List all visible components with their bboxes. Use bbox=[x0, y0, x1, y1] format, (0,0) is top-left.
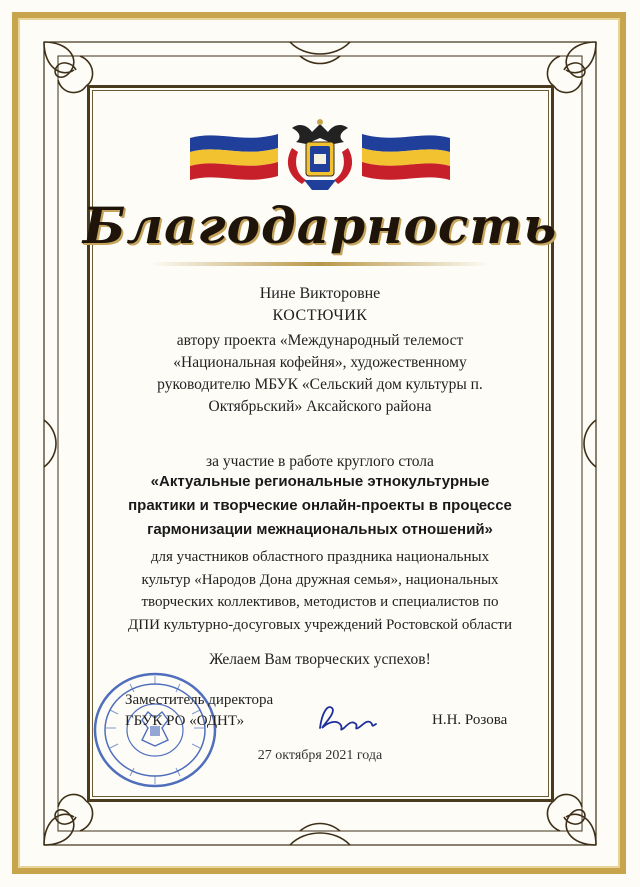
signature-icon bbox=[314, 698, 384, 738]
right-flag-icon bbox=[362, 134, 450, 180]
recipient-surname: КОСТЮЧИК bbox=[272, 307, 368, 324]
event-desc-line: для участников областного праздника национальных bbox=[150, 549, 490, 565]
signatory-name: Н.Н. Розова bbox=[432, 712, 508, 728]
eagle-icon bbox=[288, 119, 352, 190]
corner-flourish-tr bbox=[547, 42, 596, 93]
left-flag-icon bbox=[190, 134, 278, 180]
event-title bbox=[100, 470, 540, 542]
event-title-line: «Актуальные региональные этнокультурные bbox=[150, 473, 490, 490]
description-line: «Национальная кофейня», художественному bbox=[173, 354, 467, 371]
certificate-title: Благодарность bbox=[82, 196, 558, 255]
event-title-line: практики и творческие онлайн-проекты в процессе bbox=[128, 497, 512, 514]
issue-date: 27 октября 2021 года bbox=[257, 748, 383, 763]
event-desc-line: творческих коллективов, методистов и специалистов по bbox=[141, 594, 499, 610]
wish-text: Желаем Вам творческих успехов! bbox=[209, 651, 431, 668]
participation-text: за участие в работе круглого стола bbox=[206, 453, 434, 470]
description-line: руководителю МБУК «Сельский дом культуры п. bbox=[157, 376, 483, 393]
recipient-name: Нине Викторовне bbox=[259, 285, 381, 302]
corner-flourish-br bbox=[547, 794, 596, 845]
position-line: ГБУК РО «ОДНТ» bbox=[125, 713, 245, 729]
event-desc-line: ДПИ культурно-досуговых учреждений Ростовской области bbox=[128, 616, 512, 633]
corner-flourish-tl bbox=[44, 42, 93, 93]
signatory-position bbox=[125, 690, 273, 732]
event-description bbox=[100, 546, 540, 636]
event-title-line: гармонизации межнациональных отношений» bbox=[147, 521, 493, 538]
event-desc-line: культур «Народов Дона дружная семья», национальных bbox=[141, 571, 499, 588]
description-line: Октябрьский» Аксайского района bbox=[208, 398, 432, 415]
title-underline bbox=[150, 262, 490, 266]
corner-flourish-bl bbox=[44, 794, 93, 845]
recipient-description bbox=[100, 330, 540, 418]
coat-of-arms-icon bbox=[188, 118, 452, 194]
description-line: автору проекта «Международный телемост bbox=[176, 332, 464, 349]
position-line: Заместитель директора bbox=[125, 692, 274, 708]
